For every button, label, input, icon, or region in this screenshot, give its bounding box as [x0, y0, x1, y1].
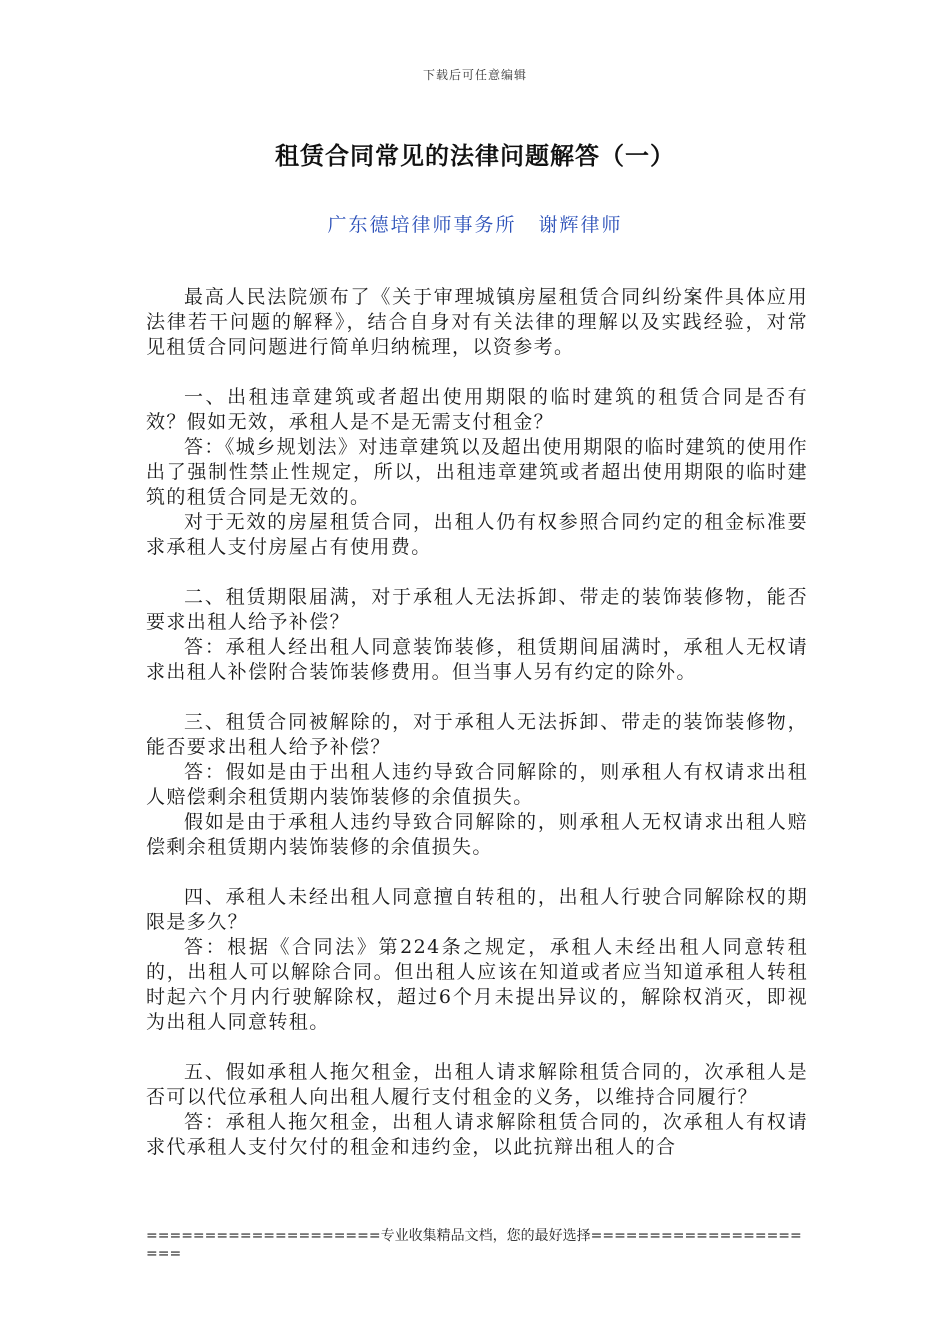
answer-3-part-1: 答：假如是由于出租人违约导致合同解除的，则承租人有权请求出租人赔偿剩余租赁期内装饰装修的余值损失。 [146, 761, 808, 808]
answer-2: 答：承租人经出租人同意装饰装修，租赁期间届满时，承租人无权请求出租人补偿附合装饰装修费用。但当事人另有约定的除外。 [146, 636, 808, 683]
answer-1-part-1: 答：《城乡规划法》对违章建筑以及超出使用期限的临时建筑的使用作出了强制性禁止性规定，所以，出租违章建筑或者超出使用期限的临时建筑的租赁合同是无效的。 [146, 436, 808, 508]
answer-5: 答：承租人拖欠租金，出租人请求解除租赁合同的，次承租人有权请求代承租人支付欠付的租金和违约金，以此抗辩出租人的合 [146, 1111, 808, 1158]
document-body [146, 285, 808, 1160]
page-footer-banner: ====================专业收集精品文档，您的最好选择===================== [146, 1228, 802, 1262]
author-line [0, 210, 950, 237]
question-4: 四、承租人未经出租人同意擅自转租的，出租人行驶合同解除权的期限是多久？ [146, 886, 808, 933]
page-header-note: 下载后可任意编辑 [422, 68, 527, 82]
qa-section-3 [146, 710, 808, 860]
question-3: 三、租赁合同被解除的，对于承租人无法拆卸、带走的装饰装修物，能否要求出租人给予补偿？ [146, 711, 808, 758]
document-title: 租赁合同常见的法律问题解答（一） [275, 142, 675, 170]
question-2: 二、租赁期限届满，对于承租人无法拆卸、带走的装饰装修物，能否要求出租人给予补偿？ [146, 586, 808, 633]
qa-section-2 [146, 585, 808, 685]
lawyer-name: 谢辉律师 [538, 214, 623, 236]
qa-section-4 [146, 885, 808, 1035]
law-firm-name: 广东德培律师事务所 [327, 214, 517, 236]
answer-3-part-2: 假如是由于承租人违约导致合同解除的，则承租人无权请求出租人赔偿剩余租赁期内装饰装修的余值损失。 [146, 811, 808, 858]
qa-section-5 [146, 1060, 808, 1160]
intro-paragraph: 最高人民法院颁布了《关于审理城镇房屋租赁合同纠纷案件具体应用法律若干问题的解释》，结合自身对有关法律的理解以及实践经验，对常见租赁合同问题进行简单归纳梳理，以资参考。 [146, 286, 808, 358]
question-1: 一、出租违章建筑或者超出使用期限的临时建筑的租赁合同是否有效？假如无效，承租人是不是无需支付租金？ [146, 386, 808, 433]
answer-1-part-2: 对于无效的房屋租赁合同，出租人仍有权参照合同约定的租金标准要求承租人支付房屋占有使用费。 [146, 511, 808, 558]
answer-4: 答：根据《合同法》第224条之规定，承租人未经出租人同意转租的，出租人可以解除合同。但出租人应该在知道或者应当知道承租人转租时起六个月内行驶解除权，超过6个月未提出异议的，解除权消灭，即视为出租人同意转租。 [146, 936, 808, 1033]
question-5: 五、假如承租人拖欠租金，出租人请求解除租赁合同的，次承租人是否可以代位承租人向出租人履行支付租金的义务，以维持合同履行？ [146, 1061, 808, 1108]
qa-section-1 [146, 385, 808, 560]
